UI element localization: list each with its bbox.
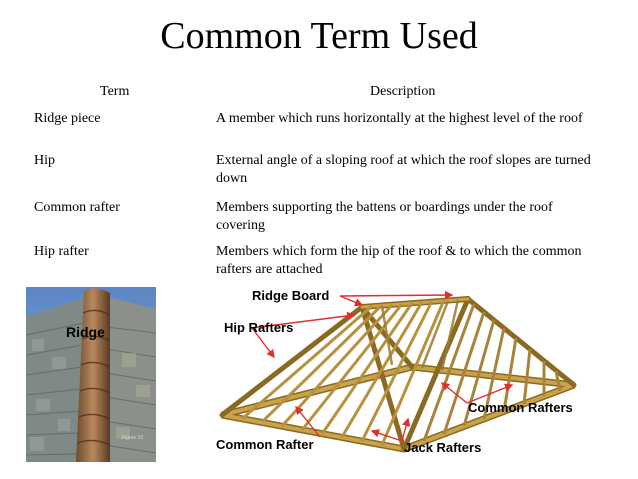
ridge-label: Ridge (66, 324, 105, 340)
slide-title: Common Term Used (160, 15, 478, 57)
term-cell: Hip (34, 153, 55, 168)
ridge-board-label: Ridge Board (252, 288, 330, 303)
figure-caption: Figure 10 (122, 435, 144, 441)
roof-framing-diagram (212, 285, 588, 456)
description-cell: Members which form the hip of the roof & to which the common rafters are attached (216, 244, 582, 277)
common-rafter-label: Common Rafter (216, 437, 314, 452)
hip-rafters-label: Hip Rafters (224, 320, 294, 335)
ridge-photo (26, 287, 156, 462)
description-cell: A member which runs horizontally at the highest level of the roof (216, 111, 583, 126)
term-cell: Hip rafter (34, 244, 89, 259)
term-cell: Common rafter (34, 200, 120, 215)
description-cell: Members supporting the battens or boardings under the roof covering (216, 200, 553, 233)
jack-rafters-label: Jack Rafters (404, 440, 482, 455)
common-rafters-label: Common Rafters (468, 400, 573, 415)
roof-framing-image (212, 285, 588, 456)
header-term: Term (100, 84, 130, 99)
term-cell: Ridge piece (34, 111, 101, 126)
header-description: Description (370, 84, 436, 99)
description-cell: External angle of a sloping roof at which the roof slopes are turned down (216, 153, 591, 186)
